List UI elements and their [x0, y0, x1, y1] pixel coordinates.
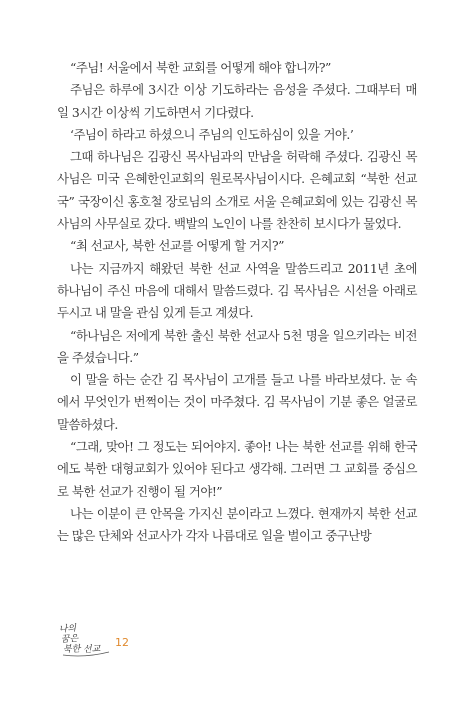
book-title-logo [57, 621, 113, 661]
paragraph: 주님은 하루에 3시간 이상 기도하라는 음성을 주셨다. 그때부터 매일 3시간 이상씩 기도하면서 기다렸다. [57, 82, 417, 120]
page-number: 12 [115, 635, 129, 649]
paragraph: “그래, 맞아! 그 정도는 되어야지. 좋아! 나는 북한 선교를 위해 한국에도 북한 대형교회가 있어야 된다고 생각해. 그러면 그 교회를 중심으로 북한 선교가 진행이 될 거야!” [57, 439, 417, 499]
paragraph: “주님! 서울에서 북한 교회를 어떻게 해야 합니까?” [70, 60, 331, 75]
paragraph: “최 선교사, 북한 선교를 어떻게 할 거지?” [70, 238, 284, 254]
svg-text:북한: 북한 [62, 644, 81, 655]
page-footer [57, 621, 129, 661]
paragraph: 나는 지금까지 해왔던 북한 선교 사역을 말씀드리고 2011년 초에 하나님이 주신 마음에 대해서 말씀드렸다. 김 목사님은 시선을 아래로 두시고 내 말을 관심 있게 듣고 계셨다. [57, 260, 417, 321]
svg-text:선교: 선교 [82, 644, 101, 655]
paragraph: 나는 이분이 큰 안목을 가지신 분이라고 느꼈다. 현재까지 북한 선교는 많은 단체와 선교사가 각자 나름대로 일을 벌이고 중구난방 [57, 505, 417, 544]
svg-text:꿈은: 꿈은 [60, 634, 79, 645]
paragraph: 그때 하나님은 김광신 목사님과의 만남을 허락해 주셨다. 김광신 목사님은 미국 은혜한인교회의 원로목사님이시다. 은혜교회 “북한 선교국” 국장이신 홍호철 장로님의 소개로 서울 은혜교회에 있는 김광신 목사님의 사무실로 갔다. 백발의 노인이 나를 찬찬히 보시다가 물었다. [57, 149, 417, 232]
body-text [57, 57, 417, 548]
svg-text:나의: 나의 [58, 623, 77, 635]
paragraph: ‘주님이 하라고 하셨으니 주님의 인도하심이 있을 거야.’ [70, 126, 354, 142]
paragraph: “하나님은 저에게 북한 출신 북한 선교사 5천 명을 일으키라는 비전을 주셨습니다.” [57, 327, 417, 365]
paragraph: 이 말을 하는 순간 김 목사님이 고개를 들고 나를 바라보셨다. 눈 속에서 무엇인가 번쩍이는 것이 마주쳤다. 김 목사님이 기분 좋은 얼굴로 말씀하셨다. [57, 372, 417, 432]
